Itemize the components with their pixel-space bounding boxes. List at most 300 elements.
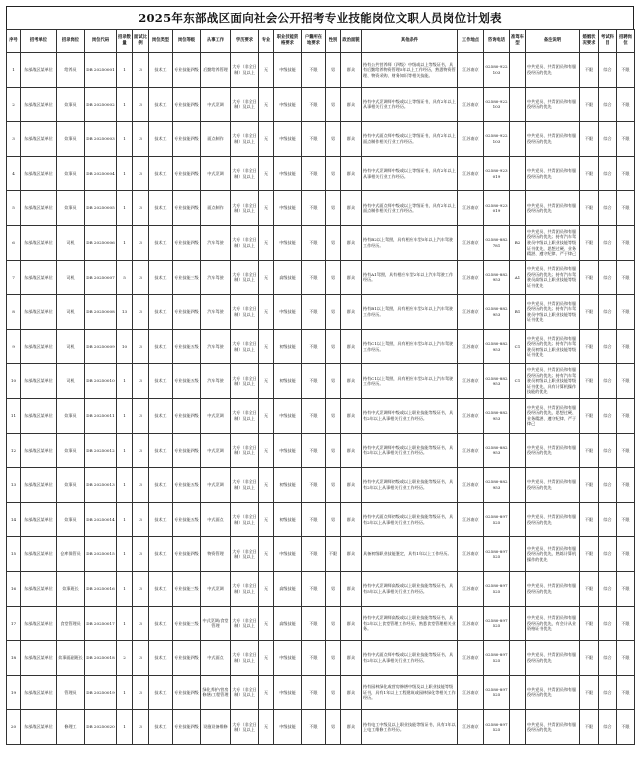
cell-license: C1 <box>510 329 526 364</box>
cell-education: 大专（非全日制）及以上 <box>231 571 259 606</box>
cell-marriage: 不限 <box>580 364 599 399</box>
cell-post-level: 专业技能四级 <box>173 537 201 572</box>
cell-extra: 不限 <box>617 225 635 260</box>
row-number: 2 <box>7 87 21 122</box>
cell-post: 炊事员 <box>57 122 85 157</box>
cell-politics: 群众 <box>341 329 362 364</box>
table-row <box>7 468 635 503</box>
cell-post-code: DB 20250012 <box>85 433 117 468</box>
col-header: 岗位类型 <box>149 30 173 53</box>
cell-politics: 群众 <box>341 295 362 330</box>
cell-post-level: 专业技能四级 <box>173 433 201 468</box>
cell-education: 大专（非全日制）及以上 <box>231 675 259 710</box>
cell-subject: 综合 <box>599 675 617 710</box>
cell-license <box>510 433 526 468</box>
cell-other-conditions: 持有公共营养师（四级）中级或以上等级证书，具有后勤给养物资管理5年以上工作经历，熟悉物资管理、物资采购、财务知识等相关技能。 <box>362 53 458 88</box>
cell-politics: 群众 <box>341 156 362 191</box>
cell-gender: 男 <box>326 329 341 364</box>
cell-phone: 02580-922103 <box>484 122 510 157</box>
cell-subject: 综合 <box>599 53 617 88</box>
cell-other-conditions: 持有中式烹调师高级或以上职业技能等级证书，具有5年以上从事相关行业工作经历。 <box>362 571 458 606</box>
cell-phone: 02580-897525 <box>484 710 510 745</box>
cell-education: 大专（非全日制）及以上 <box>231 260 259 295</box>
cell-work: 中式烹调 <box>201 87 231 122</box>
cell-post: 仓库保管员 <box>57 537 85 572</box>
cell-license: A1 <box>510 260 526 295</box>
cell-other-conditions: 持有中式面点师中级或以上等级证书，具有2年以上面点制作相关行业工作经历。 <box>362 122 458 157</box>
cell-post-type: 技术工 <box>149 191 173 226</box>
cell-work: 汽车驾驶 <box>201 225 231 260</box>
table-row <box>7 364 635 399</box>
cell-politics: 群众 <box>341 225 362 260</box>
cell-phone: 02580-882953 <box>484 433 510 468</box>
cell-other-conditions: 持有B2以上驾照，具有相应车型5年以上汽车驾驶工作经历。 <box>362 225 458 260</box>
cell-post-level: 专业技能四级 <box>173 641 201 676</box>
cell-certificate: 中级技能 <box>274 675 302 710</box>
cell-gender: 男 <box>326 710 341 745</box>
cell-other-conditions: 持有B1以上驾照，具有相应车型2年以上汽车驾驶工作经历。 <box>362 295 458 330</box>
cell-ratio: 3 <box>133 87 149 122</box>
cell-license <box>510 53 526 88</box>
cell-extra: 不限 <box>617 295 635 330</box>
cell-count: 1 <box>117 675 133 710</box>
cell-extra: 不限 <box>617 641 635 676</box>
cell-unit: 东部战区某单位 <box>21 571 57 606</box>
cell-marriage: 不限 <box>580 156 599 191</box>
cell-post-type: 技术工 <box>149 260 173 295</box>
cell-note: 中共党员、共青团员和有服役经历的优先 <box>526 87 580 122</box>
cell-subject: 综合 <box>599 606 617 641</box>
cell-post-type: 技术工 <box>149 641 173 676</box>
cell-location: 江苏南京 <box>458 260 484 295</box>
cell-extra: 不限 <box>617 191 635 226</box>
cell-unit: 东部战区某单位 <box>21 502 57 537</box>
cell-location: 江苏南京 <box>458 606 484 641</box>
cell-ratio: 3 <box>133 122 149 157</box>
cell-marriage: 不限 <box>580 122 599 157</box>
cell-education: 大专（非全日制）及以上 <box>231 225 259 260</box>
cell-extra: 不限 <box>617 502 635 537</box>
cell-subject: 综合 <box>599 398 617 433</box>
cell-certificate: 初级技能 <box>274 468 302 503</box>
cell-post: 炊事员 <box>57 87 85 122</box>
cell-politics: 群众 <box>341 191 362 226</box>
row-number: 1 <box>7 53 21 88</box>
row-number: 16 <box>7 571 21 606</box>
cell-location: 江苏南京 <box>458 641 484 676</box>
cell-location: 江苏南京 <box>458 122 484 157</box>
cell-extra: 不限 <box>617 433 635 468</box>
table-row <box>7 398 635 433</box>
cell-post: 炊事员 <box>57 191 85 226</box>
row-number: 6 <box>7 225 21 260</box>
cell-gender: 男 <box>326 502 341 537</box>
table-row <box>7 260 635 295</box>
cell-license <box>510 398 526 433</box>
row-number: 7 <box>7 260 21 295</box>
cell-gender: 男 <box>326 641 341 676</box>
cell-work: 汽车驾驶 <box>201 364 231 399</box>
cell-subject: 综合 <box>599 537 617 572</box>
cell-post-code: DB 20250014 <box>85 502 117 537</box>
cell-count: 1 <box>117 571 133 606</box>
cell-unit: 东部战区某单位 <box>21 537 57 572</box>
cell-major: 无 <box>259 675 274 710</box>
cell-post-code: DB 20250001 <box>85 53 117 88</box>
table-row <box>7 710 635 745</box>
cell-license <box>510 710 526 745</box>
cell-certificate: 高级技能 <box>274 260 302 295</box>
col-header: 备注说明 <box>526 30 580 53</box>
cell-phone: 02580-897525 <box>484 537 510 572</box>
cell-post-code: DB 20250002 <box>85 87 117 122</box>
cell-post-code: DB 20250009 <box>85 329 117 364</box>
cell-unit: 东部战区某单位 <box>21 295 57 330</box>
cell-license <box>510 641 526 676</box>
cell-license <box>510 675 526 710</box>
table-row <box>7 87 635 122</box>
cell-post-code: DB 20250004 <box>85 156 117 191</box>
cell-license <box>510 87 526 122</box>
cell-marriage: 不限 <box>580 606 599 641</box>
cell-count: 1 <box>117 710 133 745</box>
cell-post: 炊事面副班长 <box>57 641 85 676</box>
cell-extra: 不限 <box>617 364 635 399</box>
cell-hukou: 不限 <box>302 225 326 260</box>
cell-phone: 02580-923019 <box>484 191 510 226</box>
cell-politics: 群众 <box>341 710 362 745</box>
cell-note: 中共党员、共青团员和有服役经历的优先 <box>526 675 580 710</box>
cell-hukou: 不限 <box>302 606 326 641</box>
table-row <box>7 537 635 572</box>
table-row <box>7 329 635 364</box>
row-number: 15 <box>7 537 21 572</box>
cell-politics: 群众 <box>341 87 362 122</box>
cell-unit: 东部战区某单位 <box>21 468 57 503</box>
cell-license <box>510 122 526 157</box>
cell-certificate: 中级技能 <box>274 156 302 191</box>
col-header: 招录岗位 <box>57 30 85 53</box>
cell-ratio: 3 <box>133 675 149 710</box>
cell-unit: 东部战区某单位 <box>21 191 57 226</box>
cell-license <box>510 606 526 641</box>
cell-license <box>510 156 526 191</box>
cell-subject: 综合 <box>599 641 617 676</box>
cell-education: 大专（非全日制）及以上 <box>231 433 259 468</box>
cell-extra: 不限 <box>617 329 635 364</box>
col-header: 户籍所在地要求 <box>302 30 326 53</box>
cell-post-level: 专业技能三级 <box>173 606 201 641</box>
cell-certificate: 中级技能 <box>274 87 302 122</box>
cell-count: 1 <box>117 191 133 226</box>
cell-certificate: 初级技能 <box>274 502 302 537</box>
cell-post-type: 技术工 <box>149 468 173 503</box>
cell-post-level: 专业技能四级 <box>173 675 201 710</box>
cell-work: 汽车驾驶 <box>201 295 231 330</box>
cell-education: 大专（非全日制）及以上 <box>231 606 259 641</box>
col-header: 招考单位 <box>21 30 57 53</box>
table-row <box>7 675 635 710</box>
cell-post-code: DB 20250019 <box>85 675 117 710</box>
cell-phone: 02580-923019 <box>484 156 510 191</box>
cell-work: 中式面点 <box>201 641 231 676</box>
col-header: 咨询电话 <box>484 30 510 53</box>
col-header: 准驾车型 <box>510 30 526 53</box>
cell-gender: 男 <box>326 156 341 191</box>
col-header: 招录数量 <box>117 30 133 53</box>
cell-post-code: DB 20250005 <box>85 191 117 226</box>
cell-other-conditions: 持有C1以上驾照，具有相应车型2年以上汽车驾驶工作经历。 <box>362 364 458 399</box>
cell-phone: 02580-882781 <box>484 225 510 260</box>
cell-note: 中共党员、共青团员和有服役经历的优先，熟练计算机操作的优先 <box>526 537 580 572</box>
cell-count: 1 <box>117 606 133 641</box>
cell-note: 中共党员、共青团员和有服役经历的优先；持有汽车驾驶员中级以上职业技能等级证书优先 <box>526 295 580 330</box>
cell-unit: 东部战区某单位 <box>21 156 57 191</box>
cell-marriage: 不限 <box>580 710 599 745</box>
cell-gender: 男 <box>326 468 341 503</box>
cell-count: 1 <box>117 53 133 88</box>
cell-gender: 男 <box>326 606 341 641</box>
cell-location: 江苏南京 <box>458 156 484 191</box>
cell-other-conditions: 具备初级职业技能鉴定，具有1年以上工作经历。 <box>362 537 458 572</box>
cell-post: 炊事班长 <box>57 571 85 606</box>
cell-post-code: DB 20250011 <box>85 398 117 433</box>
cell-major: 无 <box>259 606 274 641</box>
cell-hukou: 不限 <box>302 364 326 399</box>
cell-subject: 综合 <box>599 571 617 606</box>
cell-unit: 东部战区某单位 <box>21 606 57 641</box>
cell-post: 司机 <box>57 260 85 295</box>
table-body <box>7 53 635 745</box>
cell-ratio: 3 <box>133 225 149 260</box>
cell-note: 中共党员、共青团员和有服役经历的优先 <box>526 710 580 745</box>
cell-politics: 群众 <box>341 502 362 537</box>
row-number: 3 <box>7 122 21 157</box>
document-page <box>6 6 634 745</box>
cell-unit: 东部战区某单位 <box>21 364 57 399</box>
cell-location: 江苏南京 <box>458 433 484 468</box>
cell-major: 无 <box>259 156 274 191</box>
col-header: 考试科目 <box>599 30 617 53</box>
cell-count: 1 <box>117 156 133 191</box>
cell-certificate: 中级技能 <box>274 122 302 157</box>
cell-count: 1 <box>117 433 133 468</box>
cell-phone: 02580-882953 <box>484 398 510 433</box>
cell-post-type: 技术工 <box>149 87 173 122</box>
cell-hukou: 不限 <box>302 191 326 226</box>
cell-phone: 02580-882953 <box>484 364 510 399</box>
row-number: 18 <box>7 641 21 676</box>
cell-extra: 不限 <box>617 156 635 191</box>
cell-post: 司机 <box>57 364 85 399</box>
cell-hukou: 不限 <box>302 433 326 468</box>
cell-marriage: 不限 <box>580 295 599 330</box>
document-title: 2025年东部战区面向社会公开招考专业技能岗位文职人员岗位计划表 <box>6 6 634 29</box>
row-number: 5 <box>7 191 21 226</box>
cell-education: 大专（非全日制）及以上 <box>231 537 259 572</box>
cell-marriage: 不限 <box>580 53 599 88</box>
cell-education: 大专（非全日制）及以上 <box>231 295 259 330</box>
cell-post-code: DB 20250008 <box>85 295 117 330</box>
cell-education: 大专（非全日制）及以上 <box>231 502 259 537</box>
cell-location: 江苏南京 <box>458 571 484 606</box>
table-row <box>7 156 635 191</box>
cell-unit: 东部战区某单位 <box>21 260 57 295</box>
cell-note: 中共党员、共青团员和有服役经历的优先 <box>526 433 580 468</box>
cell-post: 给养员 <box>57 53 85 88</box>
cell-major: 无 <box>259 571 274 606</box>
cell-post-level: 专业技能五级 <box>173 329 201 364</box>
col-header: 学历要求 <box>231 30 259 53</box>
cell-location: 江苏南京 <box>458 225 484 260</box>
cell-other-conditions: 持有中式面点师中级或以上职业技能等级证书，具有2年以上从事相关行业工作经历。 <box>362 641 458 676</box>
cell-note: 中共党员、共青团员和有服役经历的优先 <box>526 156 580 191</box>
cell-gender: 男 <box>326 122 341 157</box>
row-number: 11 <box>7 398 21 433</box>
cell-ratio: 3 <box>133 710 149 745</box>
cell-phone: 02580-897525 <box>484 675 510 710</box>
cell-post-code: DB 20250013 <box>85 468 117 503</box>
cell-major: 无 <box>259 295 274 330</box>
cell-post-code: DB 20250015 <box>85 537 117 572</box>
cell-unit: 东部战区某单位 <box>21 225 57 260</box>
row-number: 13 <box>7 468 21 503</box>
cell-location: 江苏南京 <box>458 675 484 710</box>
cell-major: 无 <box>259 710 274 745</box>
cell-subject: 综合 <box>599 156 617 191</box>
cell-post: 炊事员 <box>57 468 85 503</box>
cell-education: 大专（非全日制）及以上 <box>231 156 259 191</box>
cell-location: 江苏南京 <box>458 329 484 364</box>
cell-gender: 男 <box>326 675 341 710</box>
cell-extra: 不限 <box>617 571 635 606</box>
cell-extra: 不限 <box>617 398 635 433</box>
cell-other-conditions: 持有A1驾照，具有相应车型2年以上汽车驾驶工作经历。 <box>362 260 458 295</box>
cell-post-type: 技术工 <box>149 225 173 260</box>
cell-major: 无 <box>259 329 274 364</box>
cell-certificate: 中级技能 <box>274 710 302 745</box>
cell-certificate: 中级技能 <box>274 53 302 88</box>
cell-post: 炊事员 <box>57 433 85 468</box>
cell-post-level: 专业技能五级 <box>173 468 201 503</box>
cell-politics: 群众 <box>341 364 362 399</box>
cell-marriage: 不限 <box>580 433 599 468</box>
cell-phone: 02580-882953 <box>484 468 510 503</box>
cell-post-level: 专业技能三级 <box>173 571 201 606</box>
col-header: 岗位等级 <box>173 30 201 53</box>
cell-post-code: DB 20250016 <box>85 571 117 606</box>
cell-hukou: 不限 <box>302 641 326 676</box>
cell-work: 汽车驾驶 <box>201 329 231 364</box>
cell-hukou: 不限 <box>302 122 326 157</box>
cell-gender: 男 <box>326 364 341 399</box>
cell-marriage: 不限 <box>580 571 599 606</box>
cell-count: 5 <box>117 260 133 295</box>
cell-post-level: 专业技能五级 <box>173 364 201 399</box>
cell-major: 无 <box>259 502 274 537</box>
cell-subject: 综合 <box>599 364 617 399</box>
cell-extra: 不限 <box>617 468 635 503</box>
cell-hukou: 不限 <box>302 710 326 745</box>
cell-other-conditions: 持有中式烹调师初级或以上职业技能等级证书，具有2年以上从事相关行业工作经历。 <box>362 468 458 503</box>
cell-other-conditions: 持有电工中级及以上职业技能等级证书，具有1年以上电工维修工作经历。 <box>362 710 458 745</box>
cell-gender: 不限 <box>326 537 341 572</box>
row-number: 19 <box>7 675 21 710</box>
cell-gender: 男 <box>326 295 341 330</box>
cell-unit: 东部战区某单位 <box>21 641 57 676</box>
cell-gender: 男 <box>326 191 341 226</box>
cell-politics: 群众 <box>341 606 362 641</box>
cell-subject: 综合 <box>599 191 617 226</box>
col-header: 政治面貌 <box>341 30 362 53</box>
table-row <box>7 122 635 157</box>
cell-post-code: DB 20250017 <box>85 606 117 641</box>
cell-license <box>510 468 526 503</box>
row-number: 14 <box>7 502 21 537</box>
cell-ratio: 3 <box>133 468 149 503</box>
cell-post-type: 技术工 <box>149 364 173 399</box>
cell-major: 无 <box>259 53 274 88</box>
cell-extra: 不限 <box>617 606 635 641</box>
cell-subject: 综合 <box>599 468 617 503</box>
cell-marriage: 不限 <box>580 191 599 226</box>
cell-unit: 东部战区某单位 <box>21 53 57 88</box>
cell-count: 1 <box>117 502 133 537</box>
cell-hukou: 不限 <box>302 398 326 433</box>
cell-certificate: 中级技能 <box>274 398 302 433</box>
row-number: 4 <box>7 156 21 191</box>
cell-license <box>510 571 526 606</box>
cell-politics: 群众 <box>341 398 362 433</box>
cell-post-level: 专业技能四级 <box>173 398 201 433</box>
cell-unit: 东部战区某单位 <box>21 433 57 468</box>
cell-major: 无 <box>259 433 274 468</box>
cell-post-level: 专业技能五级 <box>173 502 201 537</box>
row-number: 10 <box>7 364 21 399</box>
cell-post-type: 技术工 <box>149 329 173 364</box>
cell-subject: 综合 <box>599 122 617 157</box>
cell-marriage: 不限 <box>580 641 599 676</box>
row-number: 17 <box>7 606 21 641</box>
cell-location: 江苏南京 <box>458 398 484 433</box>
col-header: 从事工作 <box>201 30 231 53</box>
cell-post: 炊事员 <box>57 502 85 537</box>
col-header: 职业技能资格要求 <box>274 30 302 53</box>
cell-post: 炊事员 <box>57 398 85 433</box>
cell-other-conditions: 持有中式面点师初级或以上职业技能等级证书，具有2年以上从事相关行业工作经历。 <box>362 502 458 537</box>
cell-post: 司机 <box>57 329 85 364</box>
cell-other-conditions: 持有中式面点师中级或以上等级证书，具有2年以上面点制作相关行业工作经历。 <box>362 191 458 226</box>
cell-ratio: 3 <box>133 502 149 537</box>
cell-work: 中式烹调 <box>201 468 231 503</box>
cell-location: 江苏南京 <box>458 537 484 572</box>
cell-hukou: 不限 <box>302 571 326 606</box>
cell-post-level: 专业技能四级 <box>173 87 201 122</box>
row-number: 20 <box>7 710 21 745</box>
cell-count: 1 <box>117 537 133 572</box>
cell-phone: 02580-882953 <box>484 260 510 295</box>
cell-certificate: 中级技能 <box>274 191 302 226</box>
cell-note: 中共党员、共青团员和有服役经历的优先，有会计从业资格证书优先 <box>526 606 580 641</box>
cell-phone: 02580-897525 <box>484 641 510 676</box>
cell-subject: 综合 <box>599 295 617 330</box>
row-number: 9 <box>7 329 21 364</box>
cell-education: 大专（非全日制）及以上 <box>231 329 259 364</box>
col-header: 招聘岗位 <box>617 30 635 53</box>
table-row <box>7 295 635 330</box>
table-row <box>7 225 635 260</box>
cell-marriage: 不限 <box>580 398 599 433</box>
